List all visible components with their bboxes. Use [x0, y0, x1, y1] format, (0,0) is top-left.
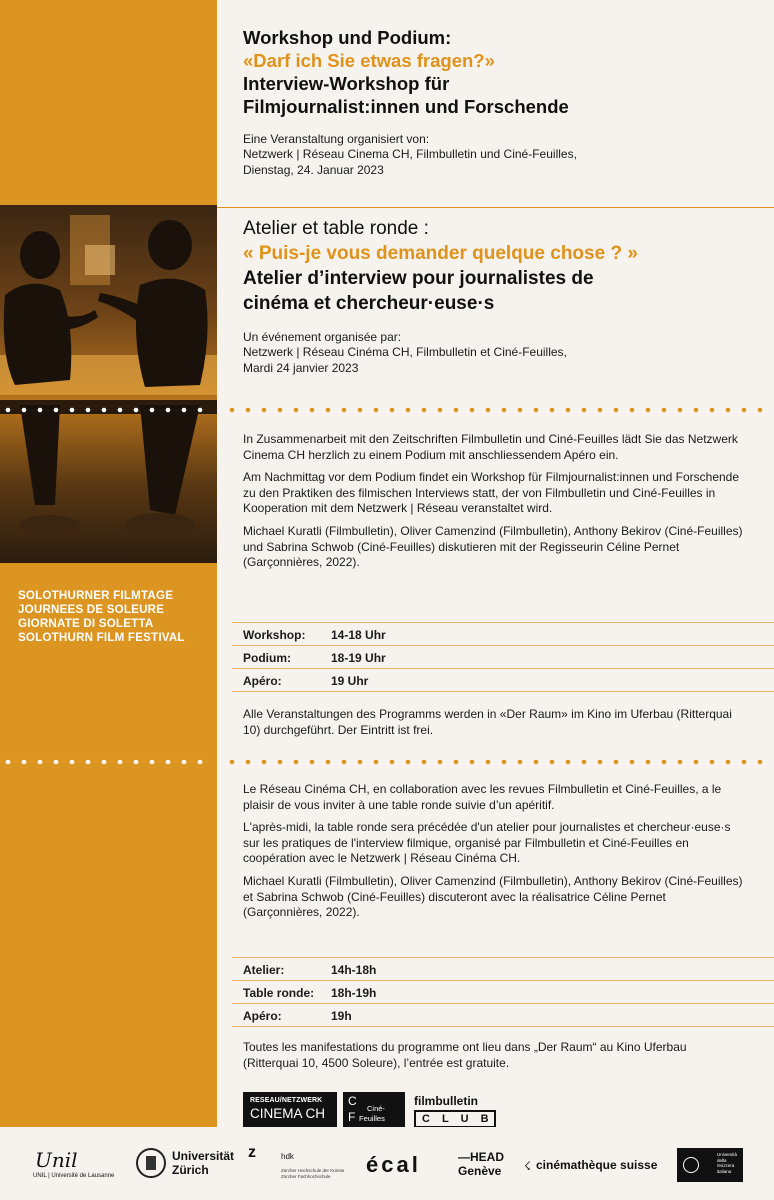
zhdk-z: z — [248, 1144, 256, 1161]
schedule-time: 14-18 Uhr — [331, 628, 386, 642]
fr-body — [243, 782, 743, 921]
divider — [232, 668, 774, 669]
cf-name-1: Ciné- — [367, 1104, 385, 1113]
divider — [217, 207, 774, 208]
uzh-name-1: Universität — [172, 1149, 235, 1163]
fr-paragraph-3: Michael Kuratli (Filmbulletin), Oliver Camenzind (Filmbulletin), Anthony Bekirov (Ciné-Feuilles) et Sabrina Schwob (Ciné-Feuilles) discuteront avec la réalisatrice Céline Pernet (Garçonnières, 2022). — [243, 873, 743, 920]
ecal-logo: écal — [366, 1152, 421, 1177]
de-paragraph-3: Michael Kuratli (Filmbulletin), Oliver Camenzind (Filmbulletin), Anthony Bekirov (Ciné-Feuilles) und Sabrina Schwob (Ciné-Feuilles) diskutieren mit der Regisseurin Céline Pernet (Garçonnières, 2022). — [243, 523, 743, 570]
uzh-seal-icon — [136, 1148, 166, 1178]
schedule-time: 18h-19h — [331, 986, 377, 1000]
festival-line: JOURNEES DE SOLEURE — [18, 603, 165, 616]
photo-interview-silhouettes — [0, 205, 217, 563]
de-title-line4: Filmjournalist:innen und Forschende — [243, 96, 569, 117]
fr-org-names: Netzwerk | Réseau Cinéma CH, Filmbulletin et Ciné-Feuilles, — [243, 345, 567, 360]
usi-line: Svizzera — [717, 1163, 735, 1168]
de-org-label: Eine Veranstaltung organisiert von: — [243, 132, 430, 146]
divider — [232, 980, 774, 981]
schedule-label: Table ronde: — [243, 986, 315, 1000]
schedule-time: 14h-18h — [331, 963, 377, 977]
fr-title-line1: Atelier et table ronde : — [243, 218, 429, 239]
schedule-label: Apéro: — [243, 1009, 282, 1023]
fr-paragraph-1: Le Réseau Cinéma CH, en collaboration avec les revues Filmbulletin et Ciné-Feuilles, a le plaisir de vous inviter à une table ronde suivie d’un apéritif. — [243, 782, 722, 812]
schedule-label: Workshop: — [243, 628, 306, 642]
usi-line: italiana — [717, 1168, 732, 1174]
fr-title-line3: Atelier d’interview pour journalistes de — [243, 268, 594, 289]
schedule-time: 18-19 Uhr — [331, 651, 386, 665]
unil-logo: Unil — [35, 1148, 78, 1172]
schedule-label: Atelier: — [243, 963, 285, 977]
fr-org-label: Un événement organisée par: — [243, 330, 402, 344]
de-venue-text: Alle Veranstaltungen des Programms werden in «Der Raum» im Kino im Uferbau (Ritterquai 10) durchgeführt. Der Eintritt ist frei. — [243, 707, 732, 737]
usi-line: Università — [717, 1152, 738, 1157]
de-title-line3: Interview-Workshop für — [243, 73, 450, 94]
uzh-name-2: Zürich — [172, 1163, 209, 1177]
divider — [232, 1026, 774, 1027]
reseau-cinema-ch-logo — [243, 1092, 337, 1128]
fr-header — [243, 216, 768, 376]
de-header — [243, 26, 763, 178]
usi-circle-icon — [683, 1157, 699, 1173]
festival-logo-text — [18, 589, 213, 645]
de-title-question: «Darf ich Sie etwas fragen?» — [243, 50, 495, 71]
fr-date: Mardi 24 janvier 2023 — [243, 360, 359, 375]
schedule-time: 19 Uhr — [331, 674, 369, 688]
de-org-names: Netzwerk | Réseau Cinema CH, Filmbulletin und Ciné-Feuilles, — [243, 147, 577, 162]
head-line-2: Genève — [458, 1164, 502, 1178]
festival-line: GIORNATE DI SOLETTA — [18, 617, 154, 630]
head-line-1: —HEAD — [458, 1150, 505, 1164]
usi-text — [717, 1152, 737, 1174]
cf-letters: CF — [348, 1094, 357, 1124]
usi-logo — [677, 1148, 743, 1182]
divider — [232, 1003, 774, 1004]
schedule-label: Podium: — [243, 651, 291, 665]
fr-title-question: « Puis-je vous demander quelque chose ? » — [243, 243, 638, 264]
de-title-line1: Workshop und Podium: — [243, 27, 452, 48]
de-date: Dienstag, 24. Januar 2023 — [243, 162, 384, 177]
divider — [232, 622, 774, 623]
cf-name-2: Feuilles — [359, 1114, 385, 1123]
filmbulletin-club-logo — [414, 1094, 501, 1128]
festival-line: SOLOTHURN FILM FESTIVAL — [18, 631, 185, 644]
zhdk-hdk: hdk — [281, 1152, 294, 1161]
fr-paragraph-2: L'après-midi, la table ronde sera précédée d'un atelier pour journalistes et chercheur·euse·s sur les pratiques de l'interview filmique, organisé par Filmbulletin et Ciné-Feuilles en coopération avec le Netzwerk | Réseau Cinéma CH. — [243, 820, 731, 866]
left-column — [0, 0, 217, 1127]
reseau-logo-top: RESEAU/NETZWERK — [250, 1097, 323, 1104]
cinematheque-logo: cinémathèque suisse — [536, 1158, 658, 1172]
unil-logo-sub: UNIL | Université de Lausanne — [33, 1173, 115, 1179]
usi-line: della — [717, 1157, 727, 1163]
zhdk-sub-2: Zürcher Fachhochschule — [281, 1174, 331, 1179]
cinematheque-swirl-icon: ☇ — [524, 1159, 531, 1173]
dotted-separator — [0, 406, 774, 414]
fr-venue — [243, 1040, 713, 1071]
de-paragraph-2: Am Nachmittag vor dem Podium findet ein Workshop für Filmjournalist:innen und Forschende zu den Praktiken des filmischen Interviews statt, der von Filmbulletin und Ciné-Feuilles in Kooperation mit dem Netzwerk | Réseau veranstaltet wird. — [243, 470, 740, 516]
festival-line: SOLOTHURNER FILMTAGE — [18, 589, 174, 602]
fb-top: filmbulletin — [414, 1094, 478, 1108]
divider — [232, 691, 774, 692]
cine-feuilles-logo — [343, 1092, 405, 1128]
fb-club: CLUB — [414, 1110, 496, 1128]
divider — [232, 957, 774, 958]
reseau-logo-main: CINEMA CH — [250, 1106, 326, 1121]
zhdk-sub-1: Zürcher Hochschule der Künste — [281, 1168, 345, 1173]
fr-venue-text: Toutes les manifestations du programme ont lieu dans „Der Raum“ au Kino Uferbau (Ritterquai 10, 4500 Soleure), l’entrée est gratuite. — [243, 1040, 687, 1070]
photo-illustration — [0, 205, 217, 563]
de-venue — [243, 707, 743, 738]
divider — [232, 645, 774, 646]
schedule-time: 19h — [331, 1009, 352, 1023]
de-paragraph-1: In Zusammenarbeit mit den Zeitschriften Filmbulletin und Ciné-Feuilles lädt Sie das Netzwerk Cinema CH herzlich zu einem Podium mit anschliessendem Apéro ein. — [243, 432, 738, 462]
dotted-separator — [0, 758, 774, 766]
fr-title-line4: cinéma et chercheur·euse·s — [243, 293, 495, 314]
de-body — [243, 432, 743, 571]
schedule-label: Apéro: — [243, 674, 282, 688]
